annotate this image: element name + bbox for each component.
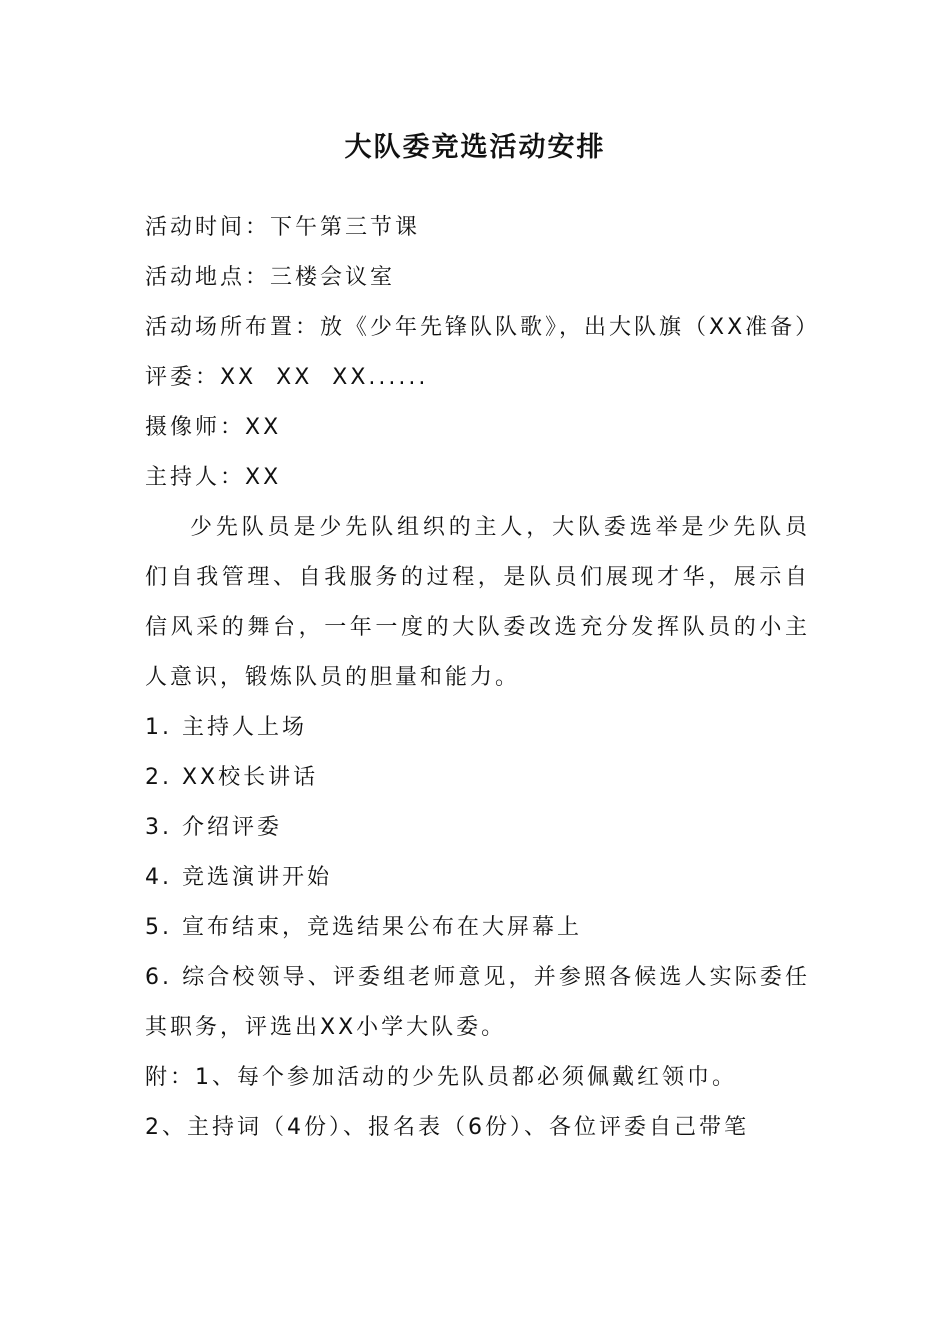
info-host: 主持人：XX [145, 465, 282, 490]
intro-paragraph: 少先队员是少先队组织的主人，大队委选举是少先队员们自我管理、自我服务的过程，是队员们展现才华，展示自信风采的舞台，一年一度的大队委改选充分发挥队员的小主人意识，锻炼队员的胆量和能力。 [145, 515, 810, 690]
step-item: 5. 宣布结束，竞选结果公布在大屏幕上 [145, 915, 582, 940]
note-item: 附：1、每个参加活动的少先队员都必须佩戴红领巾。 [145, 1065, 737, 1090]
step-item: 3. 介绍评委 [145, 815, 282, 840]
step-item: 2. XX校长讲话 [145, 765, 319, 790]
step-item: 1. 主持人上场 [145, 715, 307, 740]
info-photographer: 摄像师：XX [145, 415, 282, 440]
info-judges: 评委：XX XX XX...... [145, 365, 429, 390]
document-body [145, 203, 821, 1153]
info-time: 活动时间：下午第三节课 [145, 215, 421, 240]
note-item: 2、主持词（4份）、报名表（6份）、各位评委自己带笔 [145, 1115, 749, 1140]
document-title: 大队委竞选活动安排 [344, 132, 606, 163]
info-venue-setup: 活动场所布置：放《少年先锋队队歌》，出大队旗（XX准备） [145, 315, 821, 340]
info-location: 活动地点：三楼会议室 [145, 265, 396, 290]
step-item: 6. 综合校领导、评委组老师意见，并参照各候选人实际委任其职务，评选出XX小学大队委。 [145, 965, 810, 1040]
step-item: 4. 竞选演讲开始 [145, 865, 332, 890]
